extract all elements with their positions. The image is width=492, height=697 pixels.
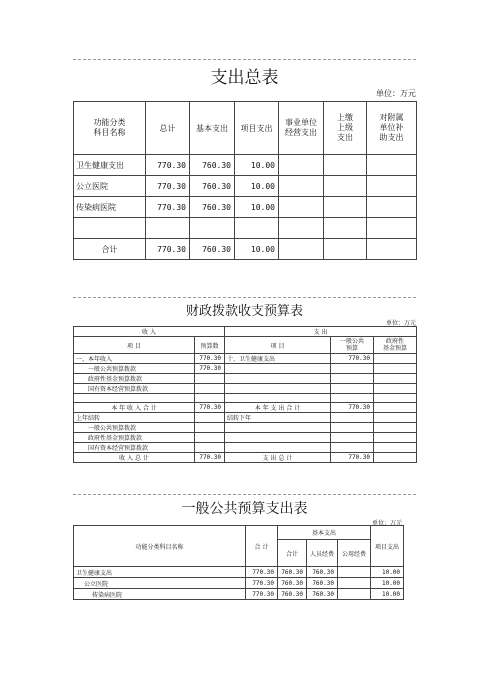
- table1-header-cell: 项目支出: [235, 102, 279, 155]
- expense-total-label: 本 年 支 出 合 计: [225, 403, 331, 413]
- income-value: 770.30: [195, 354, 225, 364]
- income-total-value: 770.30: [195, 403, 225, 413]
- table1-title: 支出总表: [210, 68, 279, 88]
- table1-header-cell: 事业单位 经营支出: [279, 102, 324, 155]
- table-row: [74, 176, 417, 197]
- total-basic: 760.30: [190, 239, 235, 260]
- table-row: [74, 155, 417, 176]
- row-name: 卫生健康支出: [74, 567, 246, 578]
- table-row-empty: [74, 218, 417, 239]
- expense-value: 770.30: [331, 354, 374, 364]
- row-public: [338, 589, 371, 600]
- h-sub-personnel: 人员经费: [307, 540, 338, 567]
- table3-general-public-budget: [73, 525, 404, 600]
- table1-top-line: [73, 59, 416, 60]
- income-item: 政府性基金预算拨款: [74, 374, 195, 384]
- table3-unit: 单位：万元: [371, 520, 402, 527]
- row-total: 770.30: [146, 176, 190, 197]
- col-fund: 政府性 基金预算: [374, 337, 417, 354]
- income-value: 770.30: [195, 364, 225, 374]
- h-total: 合 计: [246, 526, 278, 567]
- table-row: [74, 567, 404, 578]
- row-total: 770.30: [146, 197, 190, 218]
- row-basic: 760.30: [190, 197, 235, 218]
- h-project: 项目支出: [371, 526, 404, 567]
- income-item: 国有资本经营预算拨款: [74, 384, 195, 394]
- empty-cell: [367, 176, 417, 197]
- row-total: 770.30: [246, 589, 278, 600]
- table-row-empty: [74, 394, 417, 403]
- table-row: [74, 443, 417, 453]
- table-row: [74, 453, 417, 463]
- income-grand-total-value: 770.30: [195, 453, 225, 463]
- table1-header-cell: 对附属 单位补 助支出: [367, 102, 417, 155]
- row-personnel: 760.30: [307, 589, 338, 600]
- row-public: [338, 567, 371, 578]
- table2-header-row: [74, 327, 417, 337]
- h-basic: 基本支出: [278, 526, 371, 540]
- row-name: 公立医院: [74, 176, 146, 197]
- row-project: 10.00: [235, 155, 279, 176]
- h-sub-total: 合计: [278, 540, 307, 567]
- col-item2: 项 目: [225, 337, 331, 354]
- table2-title: 财政拨款收支预算表: [185, 304, 303, 319]
- table-row: [74, 374, 417, 384]
- h-name: 功能分类科目名称: [74, 526, 246, 567]
- row-public: [338, 578, 371, 589]
- col-budget: 预算数: [195, 337, 225, 354]
- empty-cell: [367, 197, 417, 218]
- table1-header-row: [74, 102, 417, 155]
- table2-subheader-row: [74, 337, 417, 354]
- table-row: [74, 413, 417, 423]
- empty-cell: [374, 354, 417, 364]
- income-item: 一般公共预算拨款: [74, 423, 195, 433]
- expense-item: 十、卫生健康支出: [225, 354, 331, 364]
- income-item: 一般公共预算拨款: [74, 364, 195, 374]
- total-sum: 770.30: [146, 239, 190, 260]
- table1-header-cell: 基本支出: [190, 102, 235, 155]
- row-project: 10.00: [235, 176, 279, 197]
- income-total-label: 本 年 收 入 合 计: [74, 403, 195, 413]
- empty-cell: [324, 197, 367, 218]
- empty-cell: [279, 176, 324, 197]
- table1-total-row: [74, 239, 417, 260]
- empty-cell: [324, 176, 367, 197]
- table2-fiscal-budget: [73, 326, 417, 463]
- table-row: [74, 589, 404, 600]
- empty-cell: [367, 155, 417, 176]
- table-row: [74, 433, 417, 443]
- row-total: 770.30: [246, 578, 278, 589]
- col-item: 项 目: [74, 337, 195, 354]
- table-row: [74, 364, 417, 374]
- row-personnel: 760.30: [307, 578, 338, 589]
- row-basic: 760.30: [190, 176, 235, 197]
- income-item: 一、本年收入: [74, 354, 195, 364]
- row-project: 10.00: [371, 578, 404, 589]
- expense-grand-total-label: 支 出 总 计: [225, 453, 331, 463]
- table-row: [74, 354, 417, 364]
- row-basic-total: 760.30: [278, 589, 307, 600]
- empty-cell: [279, 155, 324, 176]
- h-sub-public: 公用经费: [338, 540, 371, 567]
- row-basic: 760.30: [190, 155, 235, 176]
- row-name: 传染病医院: [74, 589, 246, 600]
- row-name: 卫生健康支出: [74, 155, 146, 176]
- table1-header-cell: 上缴 上级 支出: [324, 102, 367, 155]
- empty-cell: [324, 155, 367, 176]
- col-general: 一般公共 预算: [331, 337, 374, 354]
- table1-expenditure-summary: [73, 101, 417, 260]
- row-name: 公立医院: [74, 578, 246, 589]
- row-name: 传染病医院: [74, 197, 146, 218]
- table1-unit: 单位：万元: [376, 89, 416, 98]
- table-row: [74, 423, 417, 433]
- row-project: 10.00: [371, 589, 404, 600]
- expense-grand-total-value: 770.30: [331, 453, 374, 463]
- row-total: 770.30: [246, 567, 278, 578]
- row-total: 770.30: [146, 155, 190, 176]
- table2-top-line: [73, 297, 416, 298]
- row-project: 10.00: [371, 567, 404, 578]
- table-row: [74, 384, 417, 394]
- table1-header-cell: 功能分类 科目名称: [74, 102, 146, 155]
- table-row: [74, 578, 404, 589]
- table-row: [74, 197, 417, 218]
- total-project: 10.00: [235, 239, 279, 260]
- income-item: 国有资本经营预算拨款: [74, 443, 195, 453]
- empty-cell: [279, 197, 324, 218]
- table3-title: 一般公共预算支出表: [181, 501, 308, 517]
- expense-total-value: 770.30: [331, 403, 374, 413]
- income-grand-total-label: 收 入 总 计: [74, 453, 195, 463]
- income-item: 政府性基金预算拨款: [74, 433, 195, 443]
- table1-header-cell: 总计: [146, 102, 190, 155]
- row-basic-total: 760.30: [278, 578, 307, 589]
- table-row: [74, 403, 417, 413]
- row-basic-total: 760.30: [278, 567, 307, 578]
- expense-header: 支 出: [225, 327, 417, 337]
- row-personnel: 760.30: [307, 567, 338, 578]
- expense-item: 结转下年: [225, 413, 331, 423]
- row-project: 10.00: [235, 197, 279, 218]
- table3-top-line: [73, 494, 416, 495]
- table3-header-row: [74, 526, 404, 540]
- income-header: 收 入: [74, 327, 225, 337]
- income-item: 上年结转: [74, 413, 195, 423]
- total-label: 合计: [74, 239, 146, 260]
- table2-unit: 单位：万元: [385, 320, 416, 327]
